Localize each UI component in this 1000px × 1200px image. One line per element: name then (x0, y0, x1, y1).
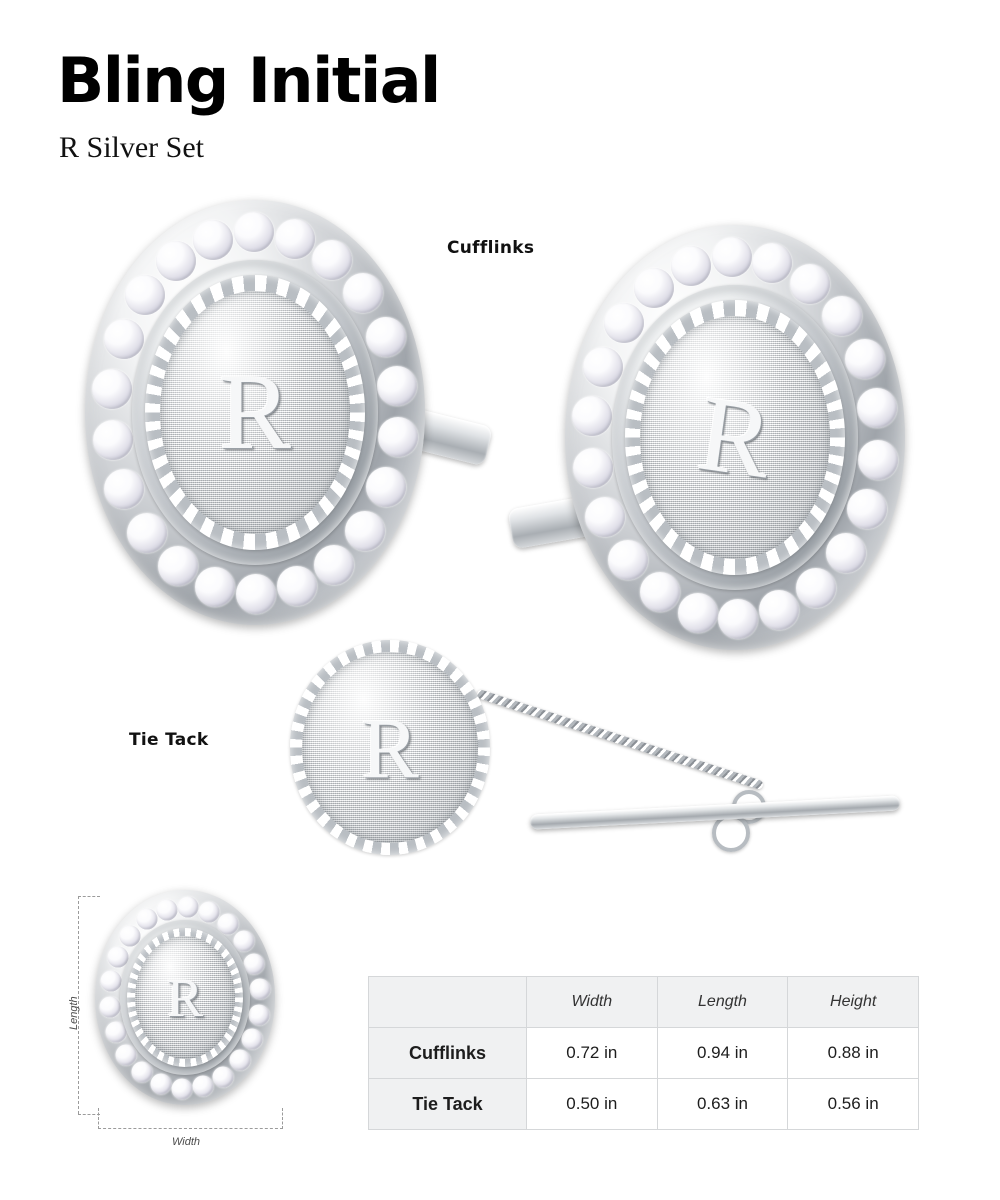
crystal-stone (171, 1078, 192, 1099)
table-row (369, 1079, 919, 1130)
crystal-stone (790, 264, 830, 304)
crystal-stone (131, 1062, 152, 1083)
crystal-stone (583, 347, 623, 387)
spec-row-tietack-length: 0.63 in (657, 1079, 788, 1130)
crystal-stone (378, 417, 418, 457)
crystal-stone (248, 1004, 269, 1025)
crystal-stone (796, 568, 836, 608)
crystal-stone (275, 219, 315, 259)
crystal-stone (366, 317, 406, 357)
crystal-stone (212, 1066, 233, 1087)
tie-tack-product-image (280, 630, 910, 870)
cufflink-right-product-image (505, 215, 905, 665)
crystal-stone (93, 420, 133, 460)
crystal-stone (195, 567, 235, 607)
tie-tack-chain (476, 689, 764, 790)
crystal-stone (249, 978, 270, 999)
crystal-stone (314, 545, 354, 585)
spec-table-body (369, 1028, 919, 1130)
spec-row-tietack-item: Tie Tack (369, 1079, 527, 1130)
crystal-stone (241, 1029, 262, 1050)
crystal-stone (156, 241, 196, 281)
crystal-stone (125, 275, 165, 315)
crystal-stone (236, 574, 276, 614)
spec-table-head (369, 977, 919, 1028)
dimension-guide-width-tick-left (98, 1108, 100, 1129)
crystal-stone (343, 273, 383, 313)
crystal-stone (92, 369, 132, 409)
spec-header-width: Width (527, 977, 658, 1028)
cufflink-left-face (160, 291, 350, 534)
crystal-stone (822, 296, 862, 336)
crystal-stone (244, 953, 265, 974)
spec-table-header-row (369, 977, 919, 1028)
dimension-guide-length-tick-bottom (78, 1114, 100, 1116)
crystal-stone (277, 566, 317, 606)
spec-row-tietack-height: 0.56 in (788, 1079, 919, 1130)
dimension-piece-face (135, 936, 235, 1059)
crystal-stone (857, 388, 897, 428)
crystal-stone (158, 546, 198, 586)
spec-header-item (369, 977, 527, 1028)
crystal-stone (156, 899, 177, 920)
dimension-label-width: Width (172, 1136, 201, 1148)
spec-row-cufflinks-length: 0.94 in (657, 1028, 788, 1079)
crystal-stone (193, 220, 233, 260)
crystal-stone (345, 511, 385, 551)
dimension-label-length: Length (68, 996, 80, 1030)
crystal-stone (100, 997, 121, 1018)
dimension-guide-width-tick-right (282, 1108, 284, 1129)
crystal-stone (858, 440, 898, 480)
crystal-stone (104, 319, 144, 359)
crystal-stone (640, 572, 680, 612)
cufflink-right-initial: R (691, 373, 780, 501)
cufflink-left-product-image (75, 185, 435, 635)
crystal-stone (137, 909, 158, 930)
crystal-stone (116, 1044, 137, 1065)
crystal-stone (845, 339, 885, 379)
spec-header-length: Length (657, 977, 788, 1028)
crystal-stone (127, 513, 167, 553)
crystal-stone (218, 913, 239, 934)
crystal-stone (712, 237, 752, 277)
crystal-stone (178, 897, 199, 918)
specifications-table (368, 976, 919, 1130)
crystal-stone (229, 1050, 250, 1071)
callout-label-cufflinks: Cufflinks (447, 238, 535, 258)
spec-header-height: Height (788, 977, 919, 1028)
cufflink-right-face (640, 316, 830, 559)
spec-row-cufflinks-item: Cufflinks (369, 1028, 527, 1079)
tie-tack-face (302, 652, 478, 843)
crystal-stone (826, 533, 866, 573)
crystal-stone (199, 901, 220, 922)
crystal-stone (312, 240, 352, 280)
crystal-stone (847, 489, 887, 529)
table-row (369, 1028, 919, 1079)
dimension-piece-initial: R (166, 967, 204, 1028)
crystal-stone (150, 1074, 171, 1095)
crystal-stone (671, 246, 711, 286)
crystal-stone (104, 469, 144, 509)
crystal-stone (634, 268, 674, 308)
spec-row-tietack-width: 0.50 in (527, 1079, 658, 1130)
crystal-stone (759, 590, 799, 630)
page-subtitle: R Silver Set (59, 131, 205, 164)
dimension-diagram-product-image (95, 890, 295, 1115)
crystal-stone (377, 366, 417, 406)
cufflink-left-initial: R (218, 352, 292, 472)
spec-row-cufflinks-height: 0.88 in (788, 1028, 919, 1079)
crystal-stone (234, 212, 274, 252)
crystal-stone (193, 1076, 214, 1097)
tie-tack-initial: R (361, 699, 419, 796)
dimension-guide-width (98, 1128, 283, 1130)
crystal-stone (572, 396, 612, 436)
page-title: Bling Initial (57, 44, 440, 117)
crystal-stone (585, 497, 625, 537)
crystal-stone (752, 243, 792, 283)
crystal-stone (105, 1022, 126, 1043)
crystal-stone (366, 467, 406, 507)
crystal-stone (678, 593, 718, 633)
spec-row-cufflinks-width: 0.72 in (527, 1028, 658, 1079)
callout-label-tie-tack: Tie Tack (129, 730, 209, 750)
dimension-guide-length-tick-top (78, 896, 100, 898)
crystal-stone (608, 540, 648, 580)
crystal-stone (101, 971, 122, 992)
crystal-stone (233, 931, 254, 952)
crystal-stone (573, 448, 613, 488)
crystal-stone (604, 303, 644, 343)
